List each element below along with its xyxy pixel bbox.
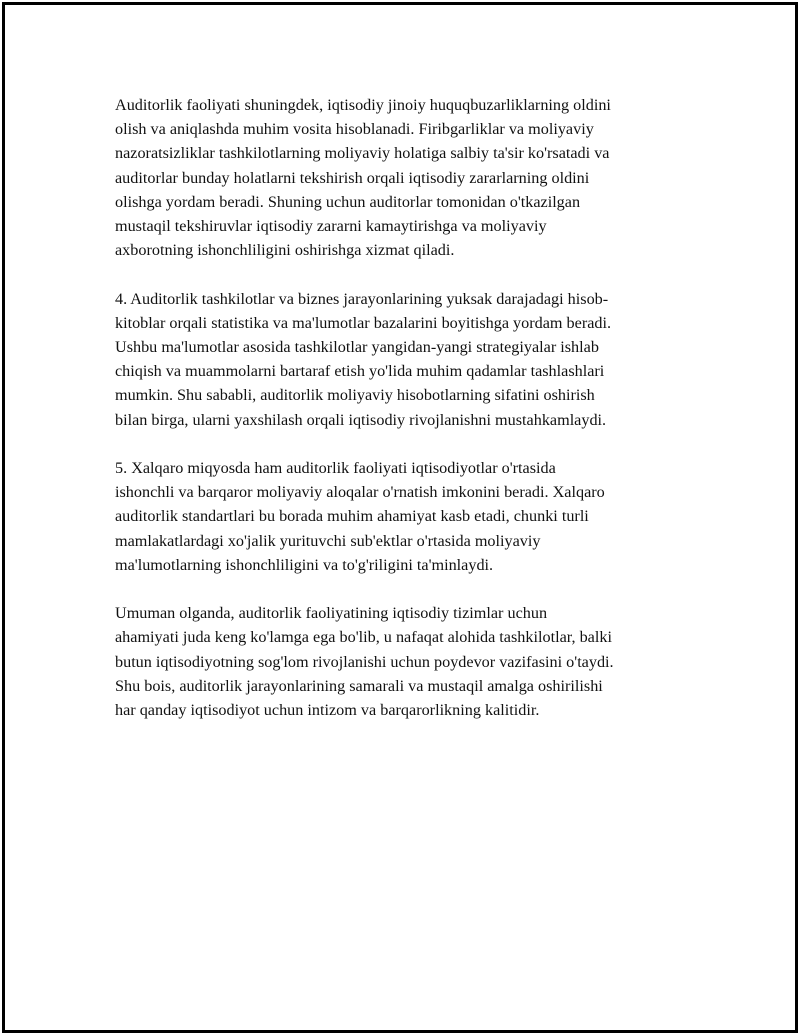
paragraph-point-5: 5. Xalqaro miqyosda ham auditorlik faoliyati iqtisodiyotlar o'rtasida ishonchli va barqaror moliyaviy aloqalar o'rnatish imkonini beradi. Xalqaro auditorlik standartlari bu borada muhim ahamiyat kasb etadi, chunki turli mamlakatlardagi xo'jalik yurituvchi sub'ektlar o'rtasida moliyaviy ma'lumotlarning ishonchliligini va to'g'riligini ta'minlaydi. [115,459,605,574]
paragraph-fraud-prevention: Auditorlik faoliyati shuningdek, iqtisodiy jinoiy huquqbuzarliklarning oldini olish va aniqlashda muhim vosita hisoblanadi. Firibgarliklar va moliyaviy nazoratsizliklar tashkilotlarning moliyaviy holatiga salbiy ta'sir ko'rsatadi va auditorlar bunday holatlarni tekshirish orqali iqtisodiy zararlarning oldini olishga yordam beradi. Shuning uchun auditorlar tomonidan o'tkazilgan mustaqil tekshiruvlar iqtisodiy zararni kamaytirishga va moliyaviy axborotning ishonchliligini oshirishga xizmat qiladi. [115,96,611,260]
document-body [115,93,695,746]
paragraph-conclusion: Umuman olganda, auditorlik faoliyatining iqtisodiy tizimlar uchun ahamiyati juda keng ko'lamga ega bo'lib, u nafaqat alohida tashkilotlar, balki butun iqtisodiyotning sog'lom rivojlanishi uchun poydevor vazifasini o'taydi. Shu bois, auditorlik jarayonlarining samarali va mustaqil amalga oshirilishi har qanday iqtisodiyot uchun intizom va barqarorlikning kalitidir. [115,604,614,720]
paragraph-point-4: 4. Auditorlik tashkilotlar va biznes jarayonlarining yuksak darajadagi hisob- kitoblar orqali statistika va ma'lumotlar bazalarini boyitishga yordam beradi. Ushbu ma'lumotlar asosida tashkilotlar yangidan-yangi strategiyalar ishlab chiqish va muammolarni bartaraf etish yo'lida muhim qadamlar tashlashlari mumkin. Shu sababli, auditorlik moliyaviy hisobotlarning sifatini oshirish bilan birga, ularni yaxshilash orqali iqtisodiy rivojlanishni mustahkamlaydi. [115,289,612,429]
